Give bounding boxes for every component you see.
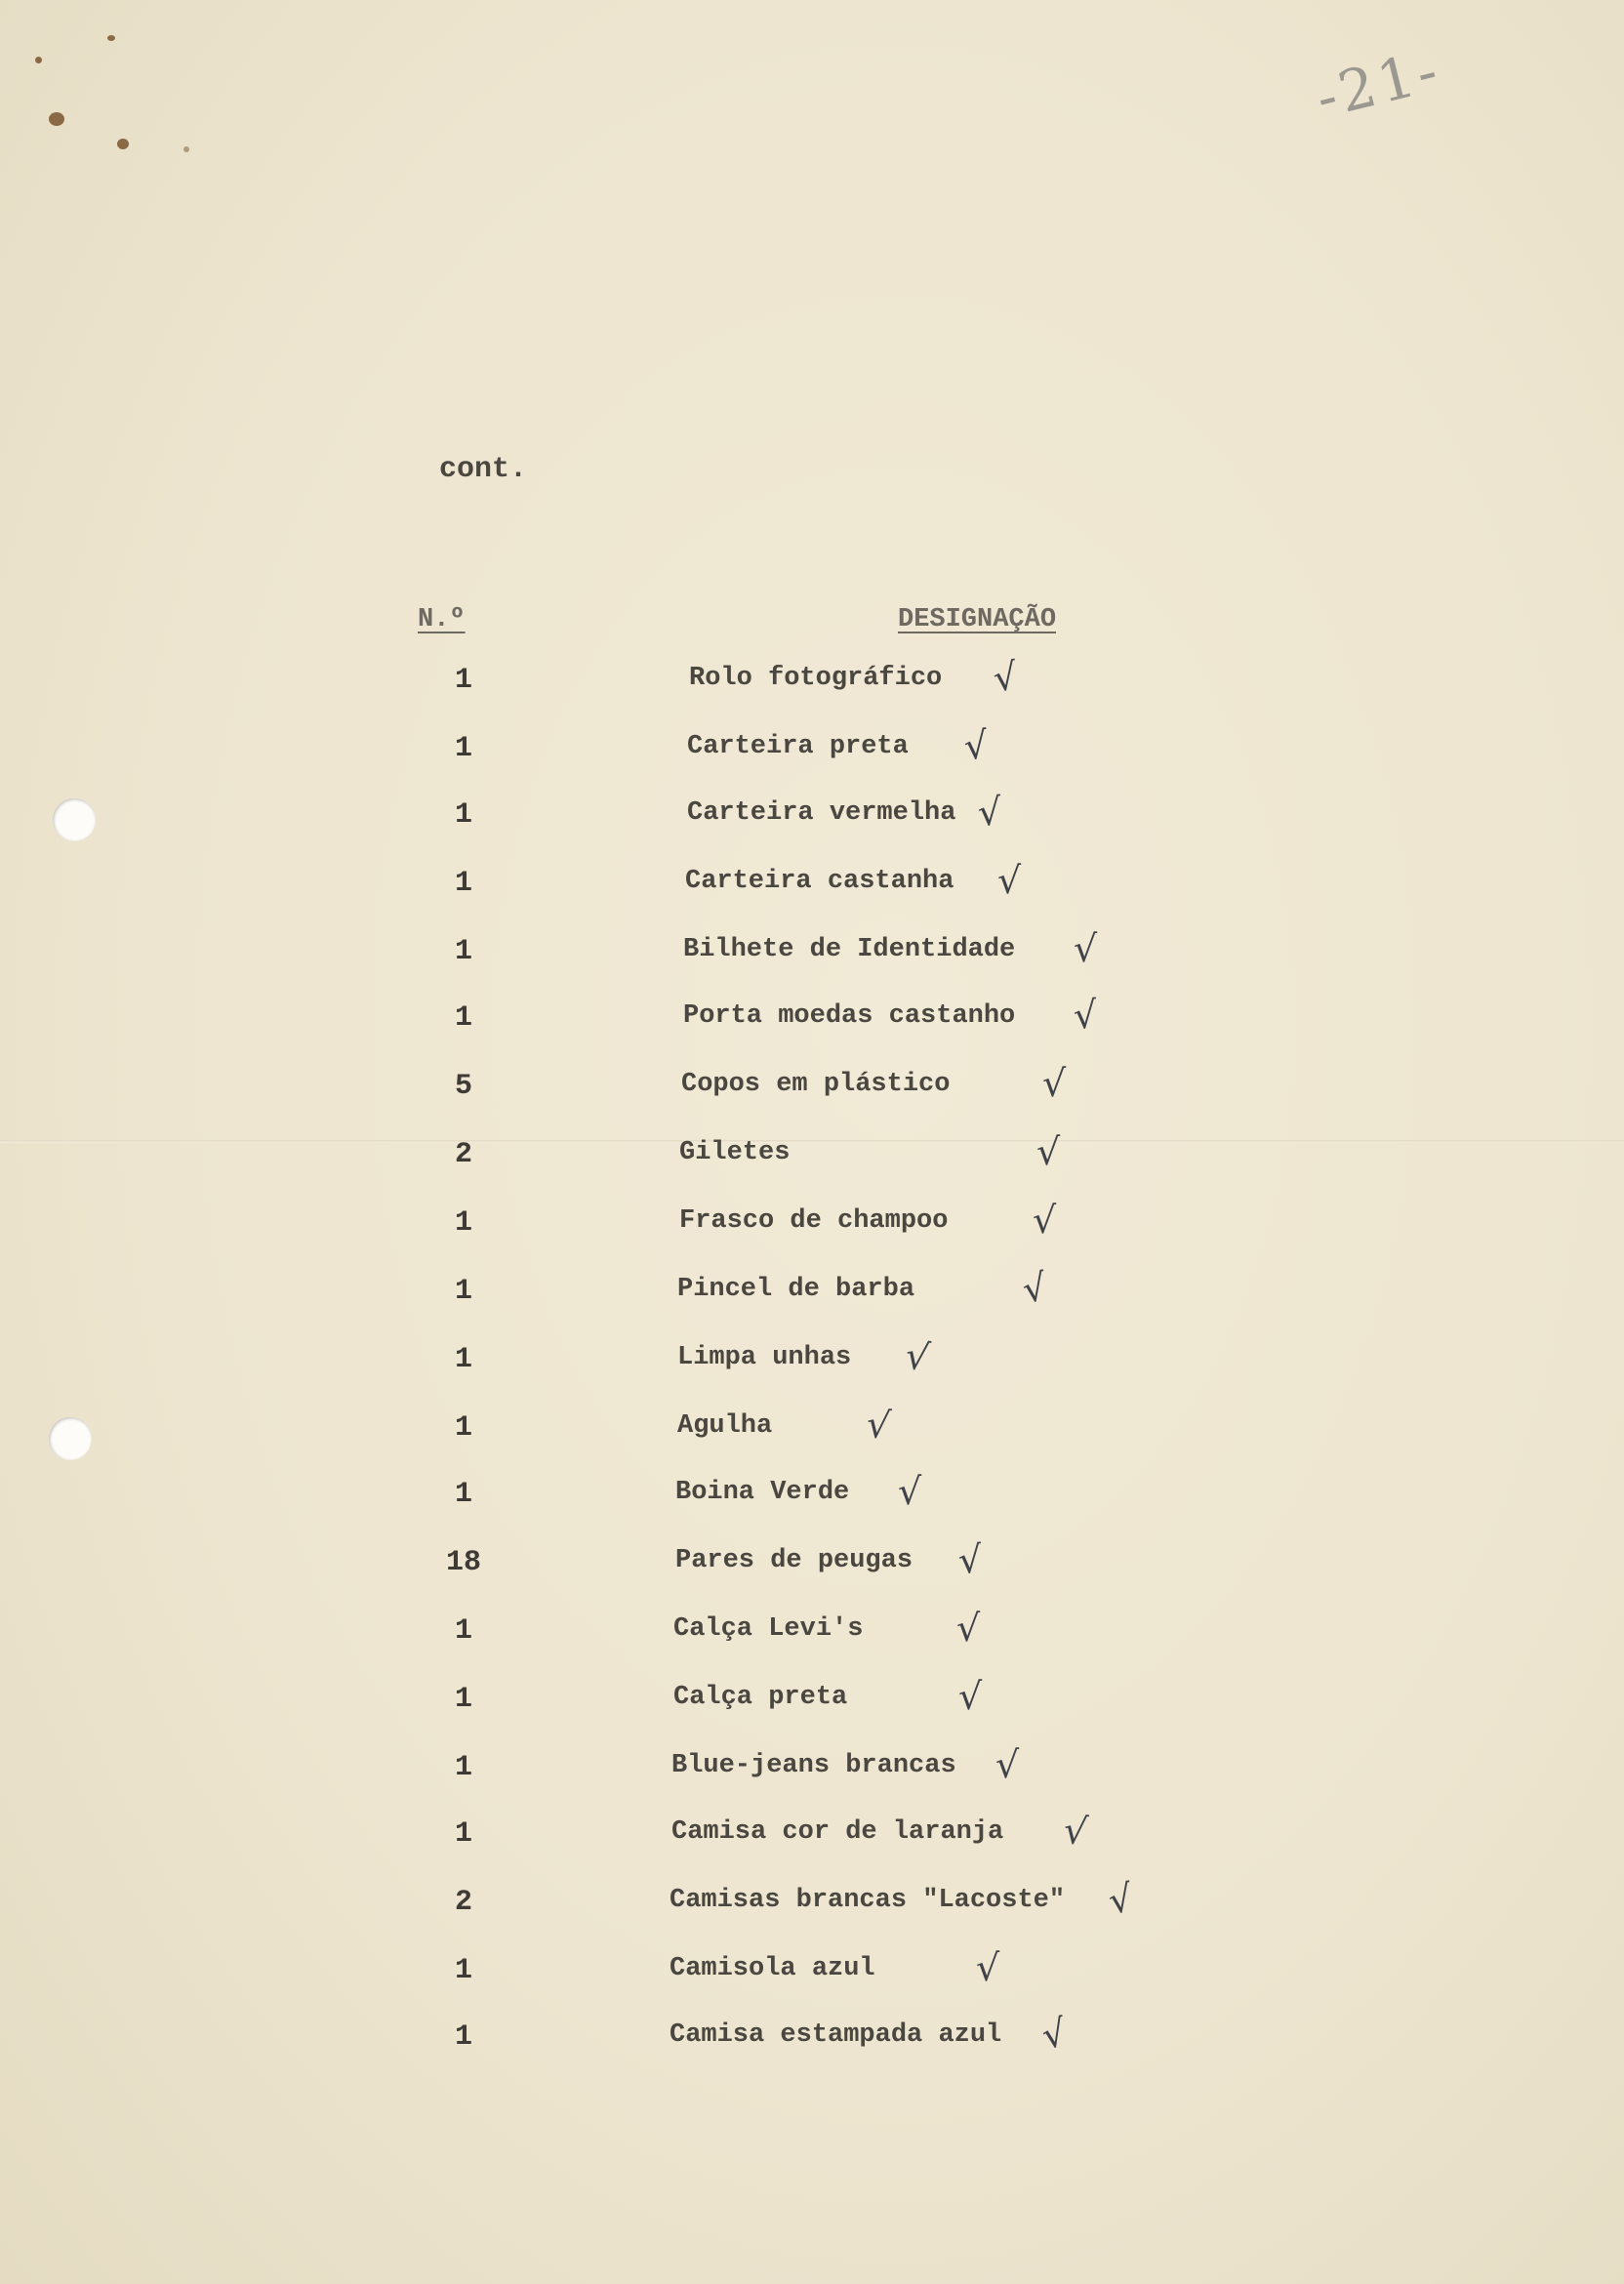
list-item — [0, 654, 1624, 722]
item-description: Pincel de barba — [677, 1275, 915, 1304]
checkmark-icon: √ — [864, 1402, 893, 1448]
checkmark-icon: √ — [1019, 1265, 1050, 1312]
list-item — [0, 993, 1624, 1060]
item-description: Frasco de champoo — [679, 1206, 949, 1236]
item-quantity: 5 — [454, 1070, 472, 1103]
item-description: Rolo fotográfico — [689, 664, 943, 693]
checkmark-icon: √ — [1037, 2010, 1071, 2059]
checkmark-icon: √ — [997, 859, 1022, 902]
list-item — [0, 2010, 1624, 2079]
stain-mark — [117, 139, 129, 149]
item-description: Camisa estampada azul — [670, 2020, 1002, 2050]
list-item — [0, 1808, 1624, 1876]
checkmark-icon: √ — [976, 1946, 1000, 1989]
list-item — [0, 927, 1624, 994]
list-item — [0, 1265, 1624, 1333]
item-quantity: 1 — [454, 1411, 472, 1445]
item-quantity: 1 — [454, 2020, 472, 2054]
checkmark-icon: √ — [1036, 1130, 1061, 1173]
item-quantity: 1 — [454, 664, 472, 697]
checkmark-icon: √ — [961, 722, 991, 769]
item-quantity: 2 — [454, 1138, 472, 1171]
item-description: Bilhete de Identidade — [683, 935, 1016, 964]
list-item — [0, 1199, 1624, 1265]
list-item — [0, 1743, 1624, 1810]
checkmark-icon: √ — [976, 790, 1003, 835]
item-description: Carteira castanha — [685, 867, 954, 896]
checkmark-icon: √ — [1042, 1062, 1067, 1105]
item-quantity: 2 — [454, 1886, 472, 1919]
item-quantity: 1 — [454, 732, 472, 765]
item-quantity: 1 — [454, 1206, 472, 1240]
item-description: Camisola azul — [670, 1954, 875, 1983]
checkmark-icon: √ — [995, 1743, 1020, 1786]
item-quantity: 1 — [454, 1751, 472, 1784]
item-quantity: 1 — [454, 867, 472, 900]
item-quantity: 1 — [454, 1275, 472, 1308]
item-quantity: 1 — [454, 1614, 472, 1648]
item-quantity: 1 — [454, 1343, 472, 1376]
item-quantity: 18 — [445, 1546, 481, 1579]
item-quantity: 1 — [454, 935, 472, 968]
list-item — [0, 1675, 1624, 1741]
checkmark-icon: √ — [1105, 1876, 1136, 1923]
checkmark-icon: √ — [956, 1607, 981, 1650]
description-column-header: DESIGNAÇÃO — [898, 605, 1057, 634]
item-quantity: 1 — [454, 798, 472, 832]
checkmark-icon: √ — [1074, 927, 1098, 970]
item-description: Boina Verde — [675, 1478, 850, 1507]
quantity-column-header: N.º — [418, 605, 466, 634]
item-description: Calça Levi's — [673, 1614, 864, 1644]
item-quantity: 1 — [454, 1478, 472, 1511]
list-item — [0, 1402, 1624, 1470]
item-description: Camisa cor de laranja — [671, 1817, 1004, 1847]
list-item — [0, 1946, 1624, 2013]
item-description: Calça preta — [673, 1683, 848, 1712]
item-description: Giletes — [679, 1138, 791, 1167]
item-quantity: 1 — [454, 1683, 472, 1716]
item-description: Pares de peugas — [675, 1546, 914, 1575]
list-item — [0, 722, 1624, 791]
item-description: Blue-jeans brancas — [671, 1751, 956, 1780]
item-description: Carteira preta — [687, 732, 909, 761]
checkmark-icon: √ — [1061, 1808, 1090, 1855]
list-item — [0, 1876, 1624, 1944]
item-quantity: 1 — [454, 1001, 472, 1035]
item-description: Camisas brancas "Lacoste" — [670, 1886, 1066, 1915]
item-description: Agulha — [677, 1411, 773, 1441]
list-item — [0, 1607, 1624, 1673]
stain-mark — [35, 57, 42, 63]
list-item — [0, 1470, 1624, 1536]
stain-mark — [49, 112, 64, 126]
checkmark-icon: √ — [898, 1470, 922, 1513]
continuation-label: cont. — [439, 453, 528, 486]
list-item — [0, 1062, 1624, 1128]
checkmark-icon: √ — [956, 1537, 984, 1582]
checkmark-icon: √ — [1033, 1199, 1057, 1242]
item-description: Carteira vermelha — [687, 798, 956, 828]
page-number-mark: -21- — [1309, 36, 1448, 132]
item-quantity: 1 — [454, 1817, 472, 1851]
checkmark-icon: √ — [991, 654, 1021, 701]
stain-mark — [107, 35, 115, 41]
list-item — [0, 859, 1624, 925]
item-description: Limpa unhas — [677, 1343, 852, 1372]
item-description: Porta moedas castanho — [683, 1001, 1016, 1031]
list-item — [0, 790, 1624, 857]
list-item — [0, 1130, 1624, 1197]
checkmark-icon: √ — [903, 1333, 933, 1380]
checkmark-icon: √ — [1072, 993, 1099, 1038]
item-quantity: 1 — [454, 1954, 472, 1987]
list-item — [0, 1537, 1624, 1605]
item-description: Copos em plástico — [681, 1070, 951, 1099]
list-item — [0, 1333, 1624, 1402]
checkmark-icon: √ — [958, 1675, 983, 1718]
stain-mark — [183, 146, 189, 152]
